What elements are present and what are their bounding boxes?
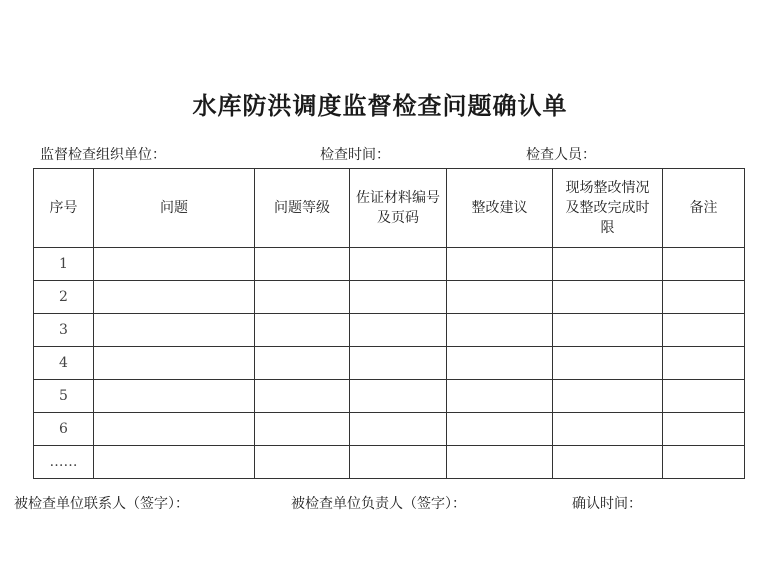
time-label: 检查时间： xyxy=(320,147,390,163)
remarks-cell[interactable] xyxy=(663,347,745,380)
level-cell[interactable] xyxy=(255,248,350,281)
row-number: 5 xyxy=(34,380,94,413)
issue-cell[interactable] xyxy=(94,347,255,380)
remarks-cell[interactable] xyxy=(663,281,745,314)
header-evidence: 佐证材料编号及页码 xyxy=(350,169,447,248)
row-number: 6 xyxy=(34,413,94,446)
suggestion-cell[interactable] xyxy=(447,248,553,281)
header-remarks: 备注 xyxy=(663,169,745,248)
row-number: 3 xyxy=(34,314,94,347)
issue-cell[interactable] xyxy=(94,314,255,347)
suggestion-cell[interactable] xyxy=(447,281,553,314)
suggestion-cell[interactable] xyxy=(447,347,553,380)
table-row xyxy=(34,281,745,314)
issue-cell[interactable] xyxy=(94,413,255,446)
level-cell[interactable] xyxy=(255,347,350,380)
header-rectification: 现场整改情况及整改完成时限 xyxy=(553,169,663,248)
evidence-cell[interactable] xyxy=(350,413,447,446)
header-serial: 序号 xyxy=(34,169,94,248)
rectification-cell[interactable] xyxy=(553,314,663,347)
level-cell[interactable] xyxy=(255,314,350,347)
rectification-cell[interactable] xyxy=(553,380,663,413)
table-row xyxy=(34,446,745,479)
table-row xyxy=(34,314,745,347)
level-cell[interactable] xyxy=(255,446,350,479)
table-row xyxy=(34,380,745,413)
confirm-time-label: 确认时间： xyxy=(572,496,642,512)
remarks-cell[interactable] xyxy=(663,248,745,281)
issue-cell[interactable] xyxy=(94,281,255,314)
evidence-cell[interactable] xyxy=(350,380,447,413)
table-header-row xyxy=(34,169,745,248)
level-cell[interactable] xyxy=(255,413,350,446)
row-number: 4 xyxy=(34,347,94,380)
level-cell[interactable] xyxy=(255,281,350,314)
org-label: 监督检查组织单位： xyxy=(40,147,166,163)
issue-cell[interactable] xyxy=(94,446,255,479)
table-row xyxy=(34,413,745,446)
table-row xyxy=(34,347,745,380)
header-issue-level: 问题等级 xyxy=(255,169,350,248)
inspectors-label: 检查人员： xyxy=(526,147,596,163)
remarks-cell[interactable] xyxy=(663,314,745,347)
evidence-cell[interactable] xyxy=(350,281,447,314)
rectification-cell[interactable] xyxy=(553,248,663,281)
document-title: 水库防洪调度监督检查问题确认单 xyxy=(192,91,568,120)
evidence-cell[interactable] xyxy=(350,248,447,281)
evidence-cell[interactable] xyxy=(350,446,447,479)
header-issue: 问题 xyxy=(94,169,255,248)
rectification-cell[interactable] xyxy=(553,281,663,314)
remarks-cell[interactable] xyxy=(663,446,745,479)
rectification-cell[interactable] xyxy=(553,413,663,446)
suggestion-cell[interactable] xyxy=(447,314,553,347)
header-suggestion: 整改建议 xyxy=(447,169,553,248)
issue-cell[interactable] xyxy=(94,380,255,413)
suggestion-cell[interactable] xyxy=(447,380,553,413)
leader-signature-label: 被检查单位负责人（签字）： xyxy=(291,496,466,512)
contact-signature-label: 被检查单位联系人（签字）： xyxy=(14,496,189,512)
evidence-cell[interactable] xyxy=(350,314,447,347)
suggestion-cell[interactable] xyxy=(447,446,553,479)
row-number: 1 xyxy=(34,248,94,281)
issue-cell[interactable] xyxy=(94,248,255,281)
table-row xyxy=(34,248,745,281)
remarks-cell[interactable] xyxy=(663,413,745,446)
rectification-cell[interactable] xyxy=(553,347,663,380)
confirmation-table xyxy=(33,168,745,479)
evidence-cell[interactable] xyxy=(350,347,447,380)
suggestion-cell[interactable] xyxy=(447,413,553,446)
rectification-cell[interactable] xyxy=(553,446,663,479)
level-cell[interactable] xyxy=(255,380,350,413)
row-number: 2 xyxy=(34,281,94,314)
row-number: …… xyxy=(34,446,94,479)
remarks-cell[interactable] xyxy=(663,380,745,413)
